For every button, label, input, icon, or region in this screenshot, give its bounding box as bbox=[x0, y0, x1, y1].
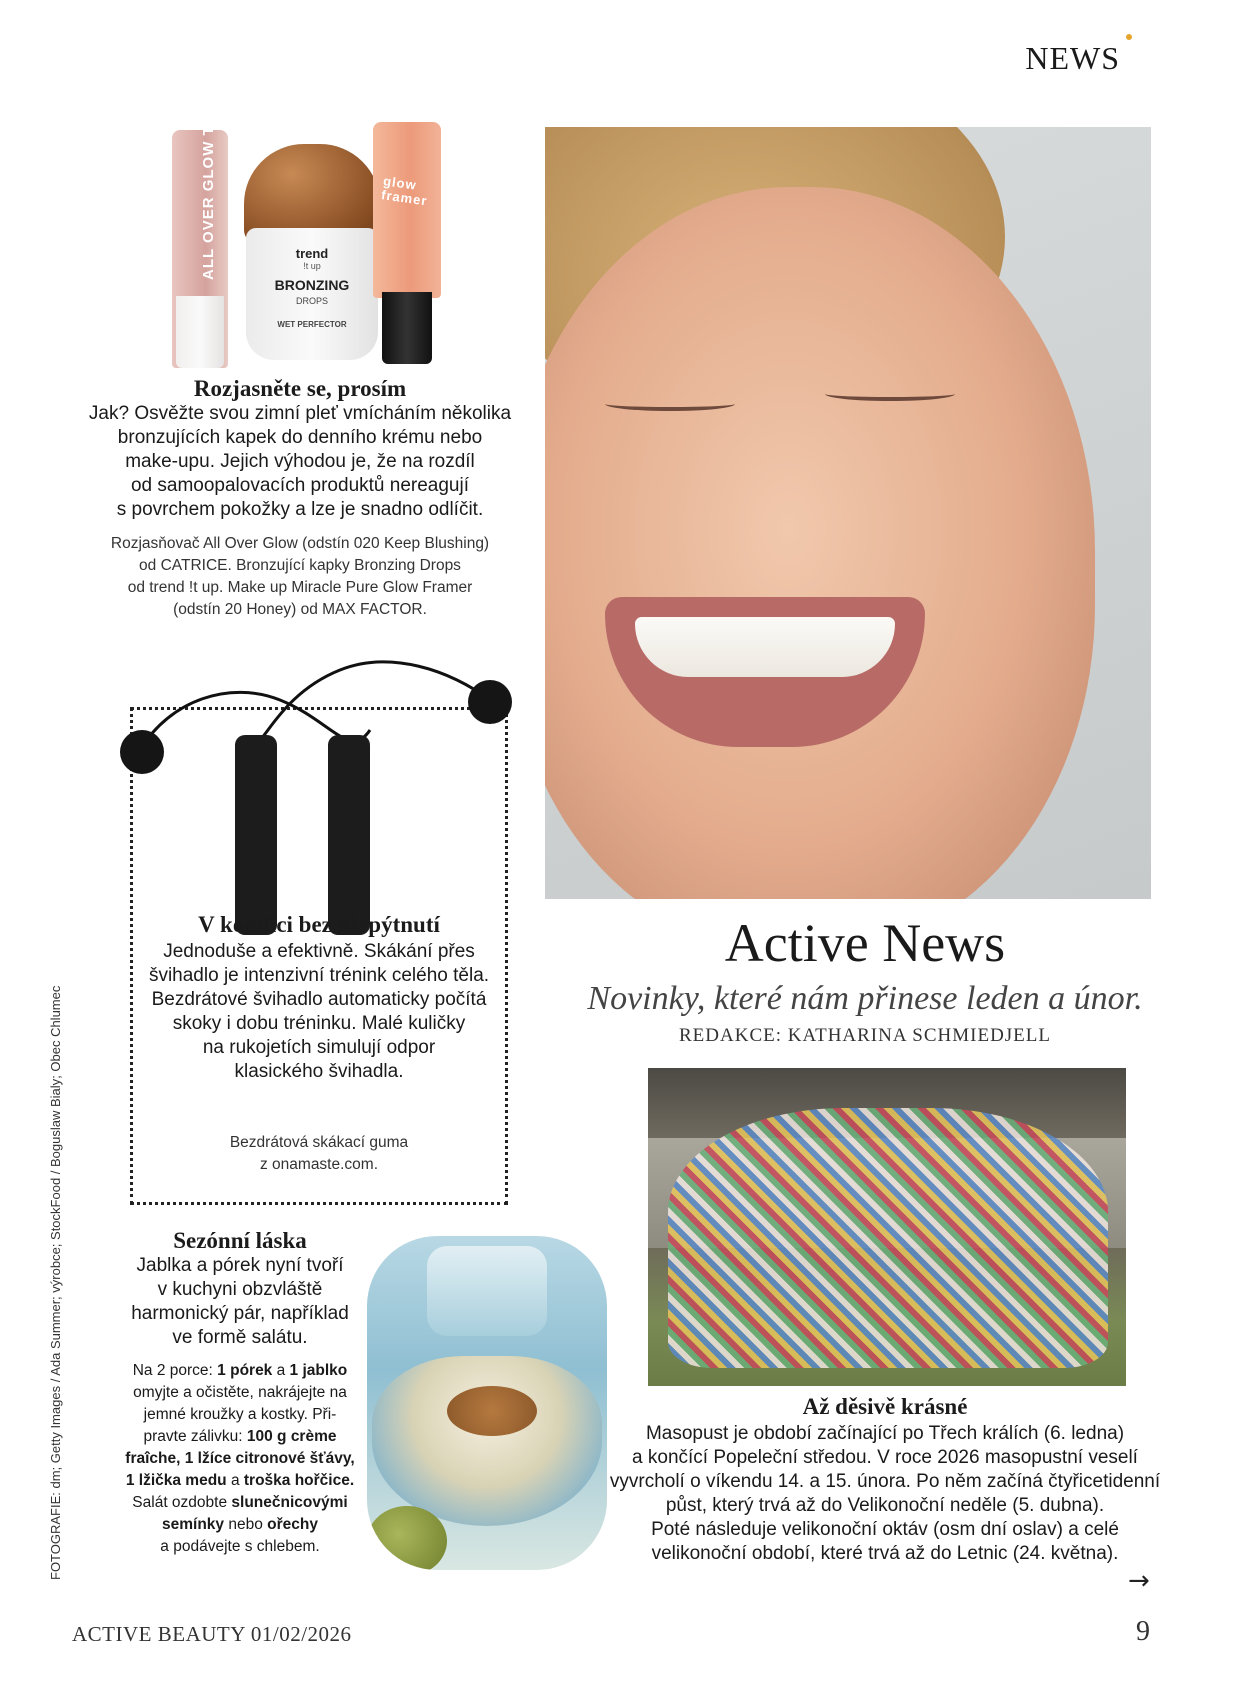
recipe-ingredient: 1 jablko bbox=[289, 1362, 348, 1379]
section-dot bbox=[1126, 34, 1132, 40]
salad-glass bbox=[427, 1246, 547, 1336]
feature-byline: REDAKCE: KATHARINA SCHMIEDJELL bbox=[679, 1025, 1051, 1046]
recipe-line bbox=[120, 1470, 360, 1492]
photo-credits: FOTOGRAFIE: dm; Getty Images / Ada Summer; výrobce; StockFood / Boguslaw Bialy; Obec Chlumec bbox=[48, 985, 63, 1580]
masopust-body-line: velikonoční období, které trvá až do Letnic (24. května). bbox=[651, 1543, 1119, 1564]
recipe-line: omyjte a očistěte, nakrájejte na bbox=[133, 1384, 347, 1401]
bronzer-drops: DROPS bbox=[295, 296, 328, 306]
rope-body bbox=[130, 940, 508, 1084]
salad-body-line: ve formě salátu. bbox=[172, 1327, 308, 1348]
portrait-eye-right bbox=[825, 387, 955, 401]
magazine-issue: ACTIVE BEAUTY 01/02/2026 bbox=[72, 1622, 352, 1646]
glow-body-line: od samoopalovacích produktů nereagují bbox=[130, 475, 469, 496]
recipe-line bbox=[120, 1360, 360, 1382]
glow-caption-line: (odstín 20 Honey) od MAX FACTOR. bbox=[173, 601, 427, 618]
rope-title: V kondici bez klopýtnutí bbox=[198, 912, 440, 937]
next-arrow-icon[interactable]: → bbox=[1128, 1566, 1150, 1596]
page-number: 9 bbox=[1136, 1616, 1150, 1647]
product-image bbox=[160, 98, 480, 370]
masopust-body-line: Poté následuje velikonoční oktáv (osm dní oslav) a celé bbox=[651, 1519, 1119, 1540]
rope-body-line: na rukojetích simulují odpor bbox=[202, 1037, 436, 1058]
salad-body-line: v kuchyni obzvláště bbox=[157, 1279, 323, 1300]
masopust-body-line: vyvrcholí o víkendu 14. a 15. února. Po něm začíná čtyřicetidenní bbox=[609, 1471, 1161, 1492]
glow-caption-line: od CATRICE. Bronzující kapky Bronzing Drops bbox=[139, 557, 461, 574]
feature-title: Active News bbox=[724, 913, 1006, 973]
feature-subtitle: Novinky, které nám přinese leden a únor. bbox=[587, 980, 1143, 1017]
salad-apple bbox=[367, 1506, 447, 1570]
maxfactor-cap bbox=[382, 292, 432, 364]
portrait-teeth bbox=[635, 617, 895, 677]
glow-body bbox=[80, 402, 520, 522]
rope-body-line: klasického švihadla. bbox=[234, 1061, 404, 1082]
glow-caption-line: od trend !t up. Make up Miracle Pure Glow Framer bbox=[127, 579, 473, 596]
glow-caption-line: Rozjasňovač All Over Glow (odstín 020 Keep Blushing) bbox=[110, 535, 490, 552]
masopust-body bbox=[600, 1422, 1170, 1566]
rope-ball-left bbox=[120, 730, 164, 774]
recipe-line bbox=[120, 1448, 360, 1470]
glow-body-line: make-upu. Jejich výhodou je, že na rozdíl bbox=[125, 451, 475, 472]
recipe-text: nebo bbox=[224, 1516, 268, 1533]
catrice-cap bbox=[176, 296, 224, 368]
portrait-eye-left bbox=[605, 397, 735, 411]
bronzer-sub: !t up bbox=[303, 261, 321, 271]
rope-caption bbox=[130, 1132, 508, 1176]
glow-body-line: bronzujících kapek do denního krému nebo bbox=[117, 427, 483, 448]
maxfactor-label: glow framer bbox=[380, 173, 429, 209]
recipe-line bbox=[120, 1426, 360, 1448]
masopust-photo bbox=[648, 1068, 1126, 1386]
rope-body-line: skoky i dobu tréninku. Malé kuličky bbox=[172, 1013, 466, 1034]
masopust-body-line: půst, který trvá až do Velikonoční neděle (5. dubna). bbox=[665, 1495, 1105, 1516]
rope-cord-right bbox=[260, 662, 490, 740]
salad-photo bbox=[367, 1236, 607, 1570]
recipe-text: Salát ozdobte bbox=[132, 1494, 232, 1511]
rope-handle-left bbox=[235, 735, 277, 935]
bronzer-brand: trend bbox=[295, 246, 329, 261]
maxfactor-tube bbox=[373, 122, 441, 298]
recipe-ingredient: fraîche, 1 lžíce citronové šťávy, bbox=[125, 1450, 355, 1467]
glow-body-line: Jak? Osvěžte svou zimní pleť vmícháním několika bbox=[88, 403, 512, 424]
salad-body-line: Jablka a pórek nyní tvoří bbox=[136, 1255, 344, 1276]
recipe-text: Na 2 porce: bbox=[132, 1362, 218, 1379]
recipe-ingredient: slunečnicovými bbox=[231, 1494, 348, 1511]
salad-body-line: harmonický pár, například bbox=[131, 1303, 349, 1324]
recipe-ingredient: troška hořčice. bbox=[243, 1472, 355, 1489]
rope-body-line: Bezdrátové švihadlo automaticky počítá bbox=[151, 989, 487, 1010]
recipe-line bbox=[120, 1514, 360, 1536]
salad-walnuts bbox=[447, 1386, 537, 1436]
glow-caption bbox=[80, 533, 520, 621]
rope-handle-right bbox=[328, 735, 370, 935]
rope-body-line: švihadlo je intenzivní trénink celého těla. bbox=[148, 965, 490, 986]
portrait-face bbox=[545, 187, 1095, 899]
masopust-figures bbox=[668, 1108, 1108, 1368]
recipe-ingredient: 100 g crème bbox=[246, 1428, 337, 1445]
recipe-text: a bbox=[272, 1362, 290, 1379]
recipe-ingredient: 1 lžička medu bbox=[125, 1472, 227, 1489]
salad-recipe bbox=[120, 1360, 360, 1558]
salad-title: Sezónní láska bbox=[173, 1228, 307, 1253]
masopust-body-line: Masopust je období začínající po Třech králích (6. ledna) bbox=[645, 1423, 1125, 1444]
recipe-ingredient: ořechy bbox=[267, 1516, 318, 1533]
masopust-title: Až děsivě krásné bbox=[802, 1394, 968, 1419]
catrice-label: ALL OVER GLOW TINT bbox=[200, 98, 217, 280]
rope-body-line: Jednoduše a efektivně. Skákání přes bbox=[163, 941, 475, 962]
glow-body-line: s povrchem pokožky a lze je snadno odlíčit. bbox=[116, 499, 484, 520]
rope-ball-right bbox=[468, 680, 512, 724]
glow-title: Rozjasněte se, prosím bbox=[193, 376, 407, 401]
recipe-line: a podávejte s chlebem. bbox=[160, 1538, 320, 1555]
rope-caption-line: Bezdrátová skákací guma bbox=[229, 1134, 409, 1151]
portrait-photo bbox=[545, 127, 1151, 899]
recipe-ingredient: semínky bbox=[162, 1516, 225, 1533]
section-label: NEWS bbox=[1025, 40, 1120, 76]
bronzer-finish: WET PERFECTOR bbox=[277, 320, 347, 329]
salad-body bbox=[120, 1254, 360, 1350]
masopust-body-line: a končící Popeleční středou. V roce 2026 masopustní veselí bbox=[632, 1447, 1138, 1468]
rope-caption-line: z onamaste.com. bbox=[259, 1156, 379, 1173]
recipe-line: jemné kroužky a kostky. Při- bbox=[143, 1406, 337, 1423]
recipe-ingredient: 1 pórek bbox=[217, 1362, 273, 1379]
jump-rope-image bbox=[110, 640, 530, 940]
recipe-text: a bbox=[226, 1472, 244, 1489]
recipe-text: pravte zálivku: bbox=[143, 1428, 247, 1445]
salad-bowl bbox=[372, 1356, 602, 1526]
recipe-line bbox=[120, 1492, 360, 1514]
bronzer-name: BRONZING bbox=[274, 277, 350, 293]
